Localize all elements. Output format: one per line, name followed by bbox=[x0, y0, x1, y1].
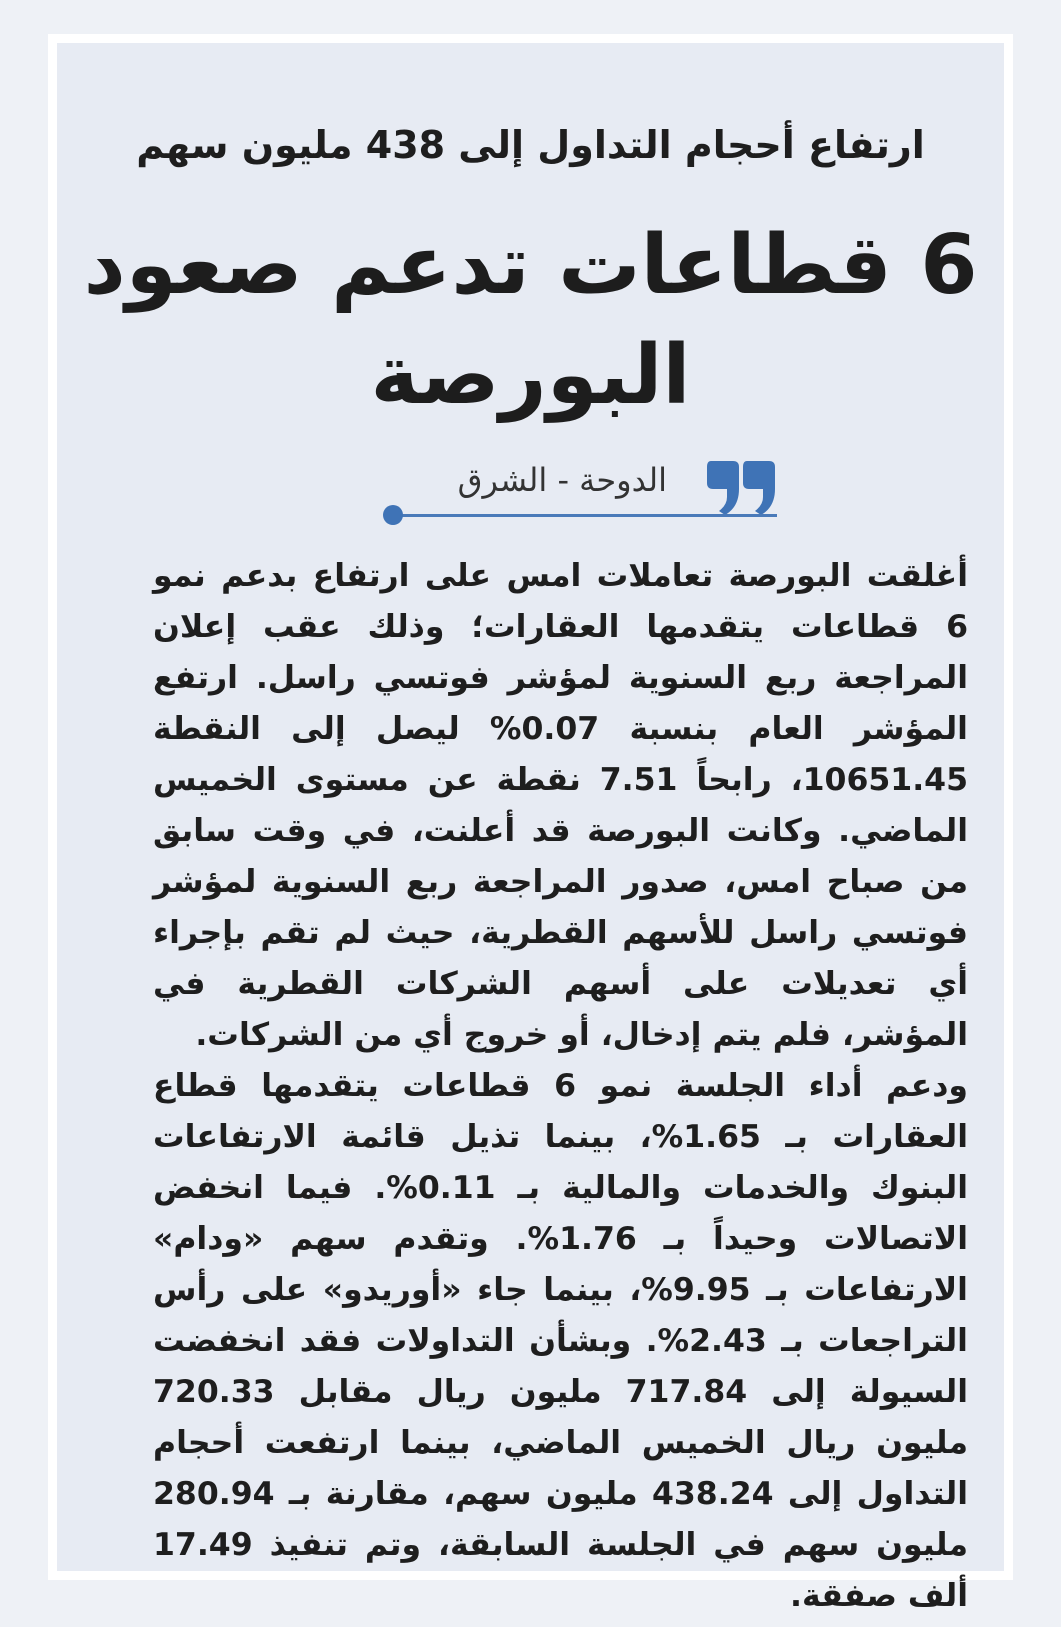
article-paragraph: أغلقت البورصة تعاملات امس على ارتفاع بدعم نمو 6 قطاعات يتقدمها العقارات؛ وذلك عقب إعلان المراجعة ربع السنوية لمؤشر فوتسي راسل. ارتفع المؤشر العام بنسبة 0.07% ليصل إلى النقطة 10651.45، رابحاً 7.51 نقطة عن مستوى الخميس الماضي. وكانت البورصة قد أعلنت، في وقت سابق من صباح امس، صدور المراجعة ربع السنوية لمؤشر فوتسي راسل للأسهم القطرية، حيث لم تقم بإجراء أي تعديلات على أسهم الشركات القطرية في المؤشر، فلم يتم إدخال، أو خروج أي من الشركات. bbox=[153, 558, 968, 1053]
quote-icon bbox=[705, 459, 777, 517]
byline-block bbox=[377, 453, 777, 533]
byline-text: الدوحة - الشرق bbox=[457, 461, 667, 499]
article-body bbox=[153, 551, 968, 1622]
dot-icon bbox=[383, 505, 403, 525]
byline-rule bbox=[393, 514, 777, 517]
article-paragraph: ودعم أداء الجلسة نمو 6 قطاعات يتقدمها قطاع العقارات بـ 1.65%، بينما تذيل قائمة الارتفاعات البنوك والخدمات والمالية بـ 0.11%. فيما انخفض الاتصالات وحيداً بـ 1.76%. وتقدم سهم «ودام» الارتفاعات بـ 9.95%، بينما جاء «أوريدو» على رأس التراجعات بـ 2.43%. وبشأن التداولات فقد انخفضت السيولة إلى 717.84 مليون ريال مقابل 720.33 مليون ريال الخميس الماضي، بينما ارتفعت أحجام التداول إلى 438.24 مليون سهم، مقارنة بـ 280.94 مليون سهم في الجلسة السابقة، وتم تنفيذ 17.49 ألف صفقة. bbox=[153, 1068, 969, 1614]
article-headline: 6 قطاعات تدعم صعود البورصة bbox=[83, 218, 978, 423]
article-card bbox=[57, 43, 1004, 1614]
article-kicker: ارتفاع أحجام التداول إلى 438 مليون سهم bbox=[136, 123, 925, 167]
